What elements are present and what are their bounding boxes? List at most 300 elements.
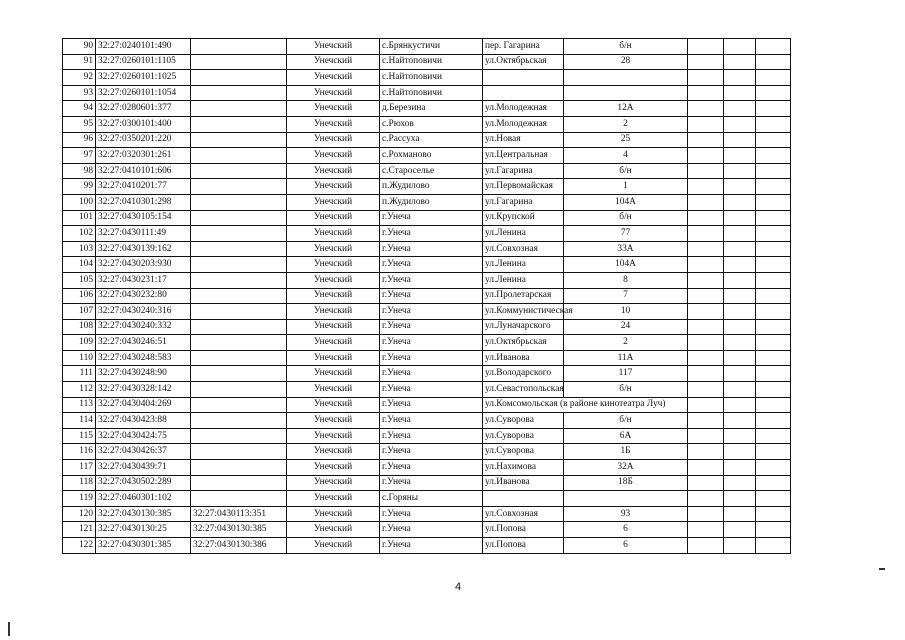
house-cell: 6: [564, 538, 688, 554]
cadastral-number-cell: 32:27:0280601:377: [96, 101, 191, 117]
row-number-cell: 98: [63, 163, 96, 179]
settlement-cell: с.Рассуха: [380, 132, 483, 148]
empty-cell: [688, 241, 724, 257]
street-cell: ул.Пролетарская: [483, 288, 564, 304]
table-row: [63, 460, 791, 476]
previous-number-cell: [191, 85, 287, 101]
house-cell: 104А: [564, 257, 688, 273]
house-cell: 104А: [564, 194, 688, 210]
empty-cell: [688, 350, 724, 366]
street-cell: ул.Совхозная: [483, 241, 564, 257]
empty-cell: [756, 288, 791, 304]
row-number-cell: 107: [63, 304, 96, 320]
empty-cell: [724, 226, 756, 242]
house-cell: 6А: [564, 428, 688, 444]
district-cell: Унечский: [287, 288, 380, 304]
empty-cell: [724, 179, 756, 195]
previous-number-cell: [191, 272, 287, 288]
empty-cell: [688, 444, 724, 460]
empty-cell: [756, 132, 791, 148]
previous-number-cell: [191, 366, 287, 382]
cadastral-number-cell: 32:27:0430139:162: [96, 241, 191, 257]
table-row: [63, 272, 791, 288]
house-cell: 18Б: [564, 475, 688, 491]
settlement-cell: г.Унеча: [380, 257, 483, 273]
empty-cell: [756, 241, 791, 257]
settlement-cell: г.Унеча: [380, 475, 483, 491]
row-number-cell: 101: [63, 210, 96, 226]
empty-cell: [724, 522, 756, 538]
street-cell: ул.Луначарского: [483, 319, 564, 335]
settlement-cell: г.Унеча: [380, 241, 483, 257]
house-cell: 28: [564, 54, 688, 70]
settlement-cell: г.Унеча: [380, 226, 483, 242]
empty-cell: [724, 475, 756, 491]
street-cell: ул.Суворова: [483, 444, 564, 460]
district-cell: Унечский: [287, 70, 380, 86]
empty-cell: [756, 382, 791, 398]
street-cell: ул.Суворова: [483, 413, 564, 429]
house-cell: б/н: [564, 210, 688, 226]
empty-cell: [688, 428, 724, 444]
table-row: [63, 85, 791, 101]
empty-cell: [688, 413, 724, 429]
settlement-cell: г.Унеча: [380, 304, 483, 320]
row-number-cell: 120: [63, 506, 96, 522]
settlement-cell: г.Унеча: [380, 522, 483, 538]
empty-cell: [756, 522, 791, 538]
previous-number-cell: [191, 70, 287, 86]
previous-number-cell: [191, 257, 287, 273]
empty-cell: [724, 85, 756, 101]
row-number-cell: 99: [63, 179, 96, 195]
table-row: [63, 397, 791, 413]
settlement-cell: г.Унеча: [380, 319, 483, 335]
empty-cell: [756, 397, 791, 413]
settlement-cell: г.Унеча: [380, 538, 483, 554]
empty-cell: [688, 148, 724, 164]
house-cell: 7: [564, 288, 688, 304]
empty-cell: [724, 538, 756, 554]
empty-cell: [756, 538, 791, 554]
empty-cell: [756, 101, 791, 117]
empty-cell: [688, 116, 724, 132]
previous-number-cell: 32:27:0430130:386: [191, 538, 287, 554]
district-cell: Унечский: [287, 428, 380, 444]
row-number-cell: 113: [63, 397, 96, 413]
cadastral-number-cell: 32:27:0430439:71: [96, 460, 191, 476]
district-cell: Унечский: [287, 226, 380, 242]
empty-cell: [688, 366, 724, 382]
cadastral-number-cell: 32:27:0430246:51: [96, 335, 191, 351]
table-row: [63, 428, 791, 444]
empty-cell: [756, 226, 791, 242]
cadastral-number-cell: 32:27:0430426:37: [96, 444, 191, 460]
previous-number-cell: [191, 241, 287, 257]
empty-cell: [724, 54, 756, 70]
empty-cell: [724, 101, 756, 117]
cadastral-number-cell: 32:27:0430203:930: [96, 257, 191, 273]
settlement-cell: г.Унеча: [380, 366, 483, 382]
cadastral-number-cell: 32:27:0430130:25: [96, 522, 191, 538]
table-row: [63, 522, 791, 538]
row-number-cell: 121: [63, 522, 96, 538]
settlement-cell: г.Унеча: [380, 506, 483, 522]
previous-number-cell: [191, 460, 287, 476]
district-cell: Унечский: [287, 179, 380, 195]
empty-cell: [724, 148, 756, 164]
row-number-cell: 114: [63, 413, 96, 429]
empty-cell: [724, 319, 756, 335]
table-row: [63, 116, 791, 132]
street-cell: ул.Володарского: [483, 366, 564, 382]
house-cell: 25: [564, 132, 688, 148]
empty-cell: [724, 382, 756, 398]
settlement-cell: п.Жудилово: [380, 194, 483, 210]
previous-number-cell: [191, 54, 287, 70]
previous-number-cell: [191, 428, 287, 444]
street-cell: ул.Суворова: [483, 428, 564, 444]
empty-cell: [724, 116, 756, 132]
empty-cell: [688, 288, 724, 304]
empty-cell: [688, 226, 724, 242]
street-cell: ул.Ленина: [483, 226, 564, 242]
district-cell: Унечский: [287, 382, 380, 398]
settlement-cell: г.Унеча: [380, 382, 483, 398]
house-cell: 6: [564, 522, 688, 538]
empty-cell: [724, 366, 756, 382]
previous-number-cell: [191, 39, 287, 55]
settlement-cell: г.Унеча: [380, 350, 483, 366]
empty-cell: [724, 70, 756, 86]
empty-cell: [756, 210, 791, 226]
empty-cell: [724, 241, 756, 257]
empty-cell: [724, 194, 756, 210]
table-row: [63, 413, 791, 429]
street-cell: ул.Новая: [483, 132, 564, 148]
row-number-cell: 108: [63, 319, 96, 335]
previous-number-cell: [191, 163, 287, 179]
house-cell: [564, 491, 688, 507]
previous-number-cell: [191, 382, 287, 398]
settlement-cell: с.Найтоповичи: [380, 70, 483, 86]
previous-number-cell: [191, 288, 287, 304]
page-number: 4: [455, 581, 462, 593]
empty-cell: [724, 491, 756, 507]
settlement-cell: д.Березина: [380, 101, 483, 117]
empty-cell: [756, 413, 791, 429]
district-cell: Унечский: [287, 210, 380, 226]
empty-cell: [756, 70, 791, 86]
street-cell: ул.Молодежная: [483, 116, 564, 132]
previous-number-cell: [191, 116, 287, 132]
cadastral-number-cell: 32:27:0300101:400: [96, 116, 191, 132]
row-number-cell: 122: [63, 538, 96, 554]
empty-cell: [756, 444, 791, 460]
row-number-cell: 116: [63, 444, 96, 460]
cadastral-number-cell: 32:27:0430502:289: [96, 475, 191, 491]
settlement-cell: с.Найтоповичи: [380, 85, 483, 101]
district-cell: Унечский: [287, 397, 380, 413]
street-cell: ул.Попова: [483, 538, 564, 554]
previous-number-cell: [191, 148, 287, 164]
empty-cell: [688, 85, 724, 101]
settlement-cell: г.Унеча: [380, 397, 483, 413]
empty-cell: [688, 179, 724, 195]
district-cell: Унечский: [287, 350, 380, 366]
empty-cell: [756, 257, 791, 273]
previous-number-cell: [191, 132, 287, 148]
empty-cell: [688, 319, 724, 335]
row-number-cell: 92: [63, 70, 96, 86]
empty-cell: [724, 272, 756, 288]
empty-cell: [688, 132, 724, 148]
district-cell: Унечский: [287, 506, 380, 522]
empty-cell: [688, 39, 724, 55]
margin-tick-mark: [8, 622, 10, 636]
row-number-cell: 103: [63, 241, 96, 257]
empty-cell: [756, 85, 791, 101]
margin-dash-mark: [879, 568, 885, 570]
table-row: [63, 194, 791, 210]
settlement-cell: с.Горяны: [380, 491, 483, 507]
street-cell: [483, 85, 564, 101]
settlement-cell: с.Брянкустичи: [380, 39, 483, 55]
empty-cell: [724, 506, 756, 522]
empty-cell: [756, 54, 791, 70]
house-cell: 33А: [564, 241, 688, 257]
house-cell: 32А: [564, 460, 688, 476]
settlement-cell: с.Рохманово: [380, 148, 483, 164]
empty-cell: [724, 163, 756, 179]
empty-cell: [756, 179, 791, 195]
empty-cell: [688, 475, 724, 491]
settlement-cell: г.Унеча: [380, 413, 483, 429]
settlement-cell: г.Унеча: [380, 428, 483, 444]
settlement-cell: с.Рюхов: [380, 116, 483, 132]
empty-cell: [688, 163, 724, 179]
street-cell: ул.Комсомольская (в районе кинотеатра Луч): [483, 397, 688, 413]
district-cell: Унечский: [287, 194, 380, 210]
empty-cell: [724, 444, 756, 460]
house-cell: 8: [564, 272, 688, 288]
empty-cell: [688, 210, 724, 226]
settlement-cell: г.Унеча: [380, 335, 483, 351]
settlement-cell: г.Унеча: [380, 272, 483, 288]
table-row: [63, 257, 791, 273]
row-number-cell: 93: [63, 85, 96, 101]
empty-cell: [724, 39, 756, 55]
cadastral-number-cell: 32:27:0430111:49: [96, 226, 191, 242]
street-cell: ул.Молодежная: [483, 101, 564, 117]
cadastral-number-cell: 32:27:0430404:269: [96, 397, 191, 413]
table-row: [63, 366, 791, 382]
street-cell: ул.Гагарина: [483, 163, 564, 179]
empty-cell: [756, 460, 791, 476]
table-row: [63, 538, 791, 554]
district-cell: Унечский: [287, 54, 380, 70]
district-cell: Унечский: [287, 39, 380, 55]
empty-cell: [756, 304, 791, 320]
previous-number-cell: [191, 210, 287, 226]
row-number-cell: 112: [63, 382, 96, 398]
cadastral-number-cell: 32:27:0430240:332: [96, 319, 191, 335]
district-cell: Унечский: [287, 163, 380, 179]
previous-number-cell: [191, 101, 287, 117]
district-cell: Унечский: [287, 460, 380, 476]
settlement-cell: г.Унеча: [380, 288, 483, 304]
settlement-cell: г.Унеча: [380, 210, 483, 226]
row-number-cell: 96: [63, 132, 96, 148]
empty-cell: [724, 460, 756, 476]
cadastral-number-cell: 32:27:0430232:80: [96, 288, 191, 304]
cadastral-number-cell: 32:27:0410301:298: [96, 194, 191, 210]
street-cell: ул.Коммунистическая: [483, 304, 564, 320]
empty-cell: [756, 116, 791, 132]
empty-cell: [724, 350, 756, 366]
table-row: [63, 179, 791, 195]
previous-number-cell: [191, 319, 287, 335]
cadastral-number-cell: 32:27:0260101:1105: [96, 54, 191, 70]
previous-number-cell: [191, 397, 287, 413]
street-cell: ул.Севастопольская: [483, 382, 564, 398]
empty-cell: [756, 148, 791, 164]
street-cell: ул.Ленина: [483, 272, 564, 288]
street-cell: ул.Нахимова: [483, 460, 564, 476]
house-cell: 12А: [564, 101, 688, 117]
district-cell: Унечский: [287, 132, 380, 148]
house-cell: 77: [564, 226, 688, 242]
table-body: [63, 39, 791, 554]
row-number-cell: 117: [63, 460, 96, 476]
table-row: [63, 148, 791, 164]
cadastral-number-cell: 32:27:0430231:17: [96, 272, 191, 288]
table-row: [63, 39, 791, 55]
district-cell: Унечский: [287, 304, 380, 320]
empty-cell: [688, 335, 724, 351]
house-cell: 10: [564, 304, 688, 320]
previous-number-cell: [191, 304, 287, 320]
house-cell: 4: [564, 148, 688, 164]
house-cell: б/н: [564, 382, 688, 398]
district-cell: Унечский: [287, 491, 380, 507]
house-cell: б/н: [564, 39, 688, 55]
empty-cell: [756, 335, 791, 351]
previous-number-cell: [191, 226, 287, 242]
district-cell: Унечский: [287, 475, 380, 491]
empty-cell: [688, 506, 724, 522]
empty-cell: [724, 335, 756, 351]
house-cell: б/н: [564, 163, 688, 179]
street-cell: ул.Попова: [483, 522, 564, 538]
cadastral-number-cell: 32:27:0430240:316: [96, 304, 191, 320]
cadastral-number-cell: 32:27:0430328:142: [96, 382, 191, 398]
house-cell: 2: [564, 335, 688, 351]
row-number-cell: 95: [63, 116, 96, 132]
empty-cell: [756, 475, 791, 491]
row-number-cell: 104: [63, 257, 96, 273]
street-cell: ул.Октябрьская: [483, 54, 564, 70]
row-number-cell: 94: [63, 101, 96, 117]
previous-number-cell: [191, 335, 287, 351]
empty-cell: [756, 39, 791, 55]
empty-cell: [724, 210, 756, 226]
district-cell: Унечский: [287, 241, 380, 257]
empty-cell: [724, 413, 756, 429]
house-cell: 117: [564, 366, 688, 382]
cadastral-number-cell: 32:27:0260101:1025: [96, 70, 191, 86]
cadastral-number-cell: 32:27:0410101:606: [96, 163, 191, 179]
table-row: [63, 70, 791, 86]
cadastral-number-cell: 32:27:0430423:88: [96, 413, 191, 429]
street-cell: пер. Гагарина: [483, 39, 564, 55]
district-cell: Унечский: [287, 319, 380, 335]
table-row: [63, 288, 791, 304]
objects-table: [62, 38, 791, 554]
street-cell: ул.Ленина: [483, 257, 564, 273]
row-number-cell: 91: [63, 54, 96, 70]
previous-number-cell: [191, 475, 287, 491]
empty-cell: [688, 382, 724, 398]
row-number-cell: 118: [63, 475, 96, 491]
district-cell: Унечский: [287, 444, 380, 460]
district-cell: Унечский: [287, 116, 380, 132]
house-cell: б/н: [564, 413, 688, 429]
row-number-cell: 110: [63, 350, 96, 366]
cadastral-number-cell: 32:27:0260101:1054: [96, 85, 191, 101]
table-row: [63, 54, 791, 70]
row-number-cell: 109: [63, 335, 96, 351]
cadastral-number-cell: 32:27:0430424:75: [96, 428, 191, 444]
table-row: [63, 444, 791, 460]
table-row: [63, 491, 791, 507]
cadastral-number-cell: 32:27:0240101:490: [96, 39, 191, 55]
row-number-cell: 119: [63, 491, 96, 507]
table-row: [63, 163, 791, 179]
empty-cell: [756, 350, 791, 366]
cadastral-number-cell: 32:27:0430105:154: [96, 210, 191, 226]
previous-number-cell: 32:27:0430113:351: [191, 506, 287, 522]
table-row: [63, 335, 791, 351]
empty-cell: [724, 132, 756, 148]
district-cell: Унечский: [287, 257, 380, 273]
table-row: [63, 210, 791, 226]
street-cell: ул.Гагарина: [483, 194, 564, 210]
house-cell: [564, 85, 688, 101]
row-number-cell: 105: [63, 272, 96, 288]
empty-cell: [756, 491, 791, 507]
empty-cell: [756, 319, 791, 335]
row-number-cell: 90: [63, 39, 96, 55]
empty-cell: [688, 491, 724, 507]
district-cell: Унечский: [287, 148, 380, 164]
street-cell: ул.Иванова: [483, 350, 564, 366]
empty-cell: [688, 538, 724, 554]
previous-number-cell: [191, 444, 287, 460]
row-number-cell: 97: [63, 148, 96, 164]
table-row: [63, 132, 791, 148]
row-number-cell: 100: [63, 194, 96, 210]
cadastral-number-cell: 32:27:0320301:261: [96, 148, 191, 164]
empty-cell: [688, 54, 724, 70]
cadastral-number-cell: 32:27:0430248:583: [96, 350, 191, 366]
cadastral-number-cell: 32:27:0430130:385: [96, 506, 191, 522]
cadastral-number-cell: 32:27:0350201:220: [96, 132, 191, 148]
settlement-cell: с.Староселье: [380, 163, 483, 179]
empty-cell: [688, 272, 724, 288]
settlement-cell: п.Жудилово: [380, 179, 483, 195]
empty-cell: [724, 288, 756, 304]
